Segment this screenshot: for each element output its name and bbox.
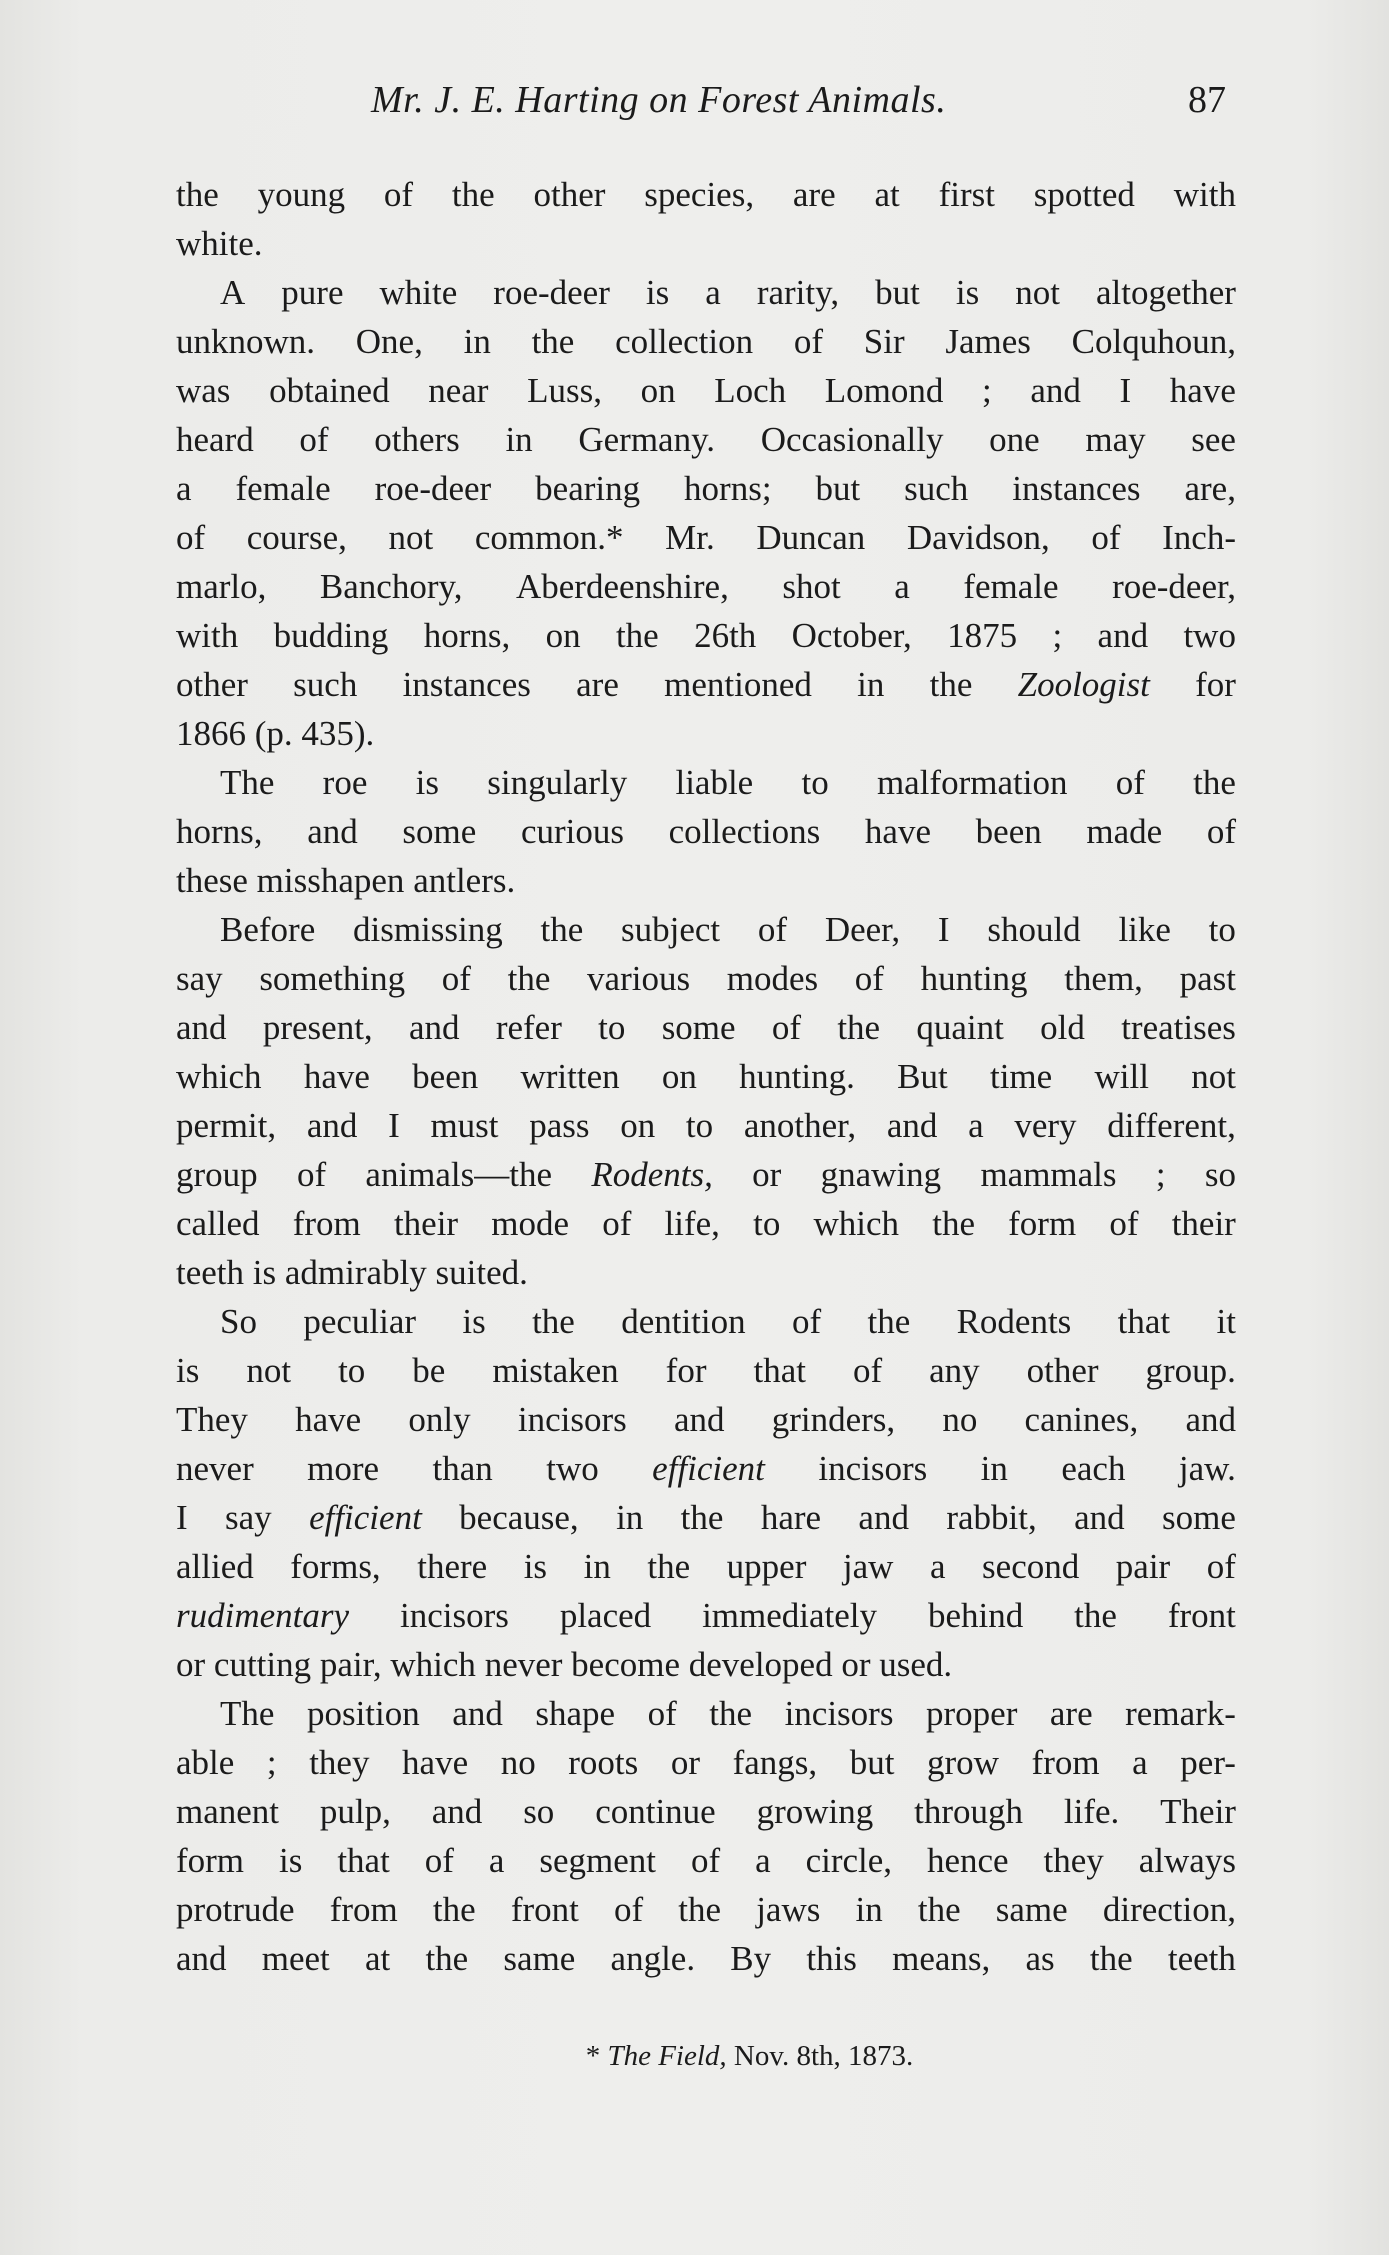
footnote: [0, 2040, 1389, 2073]
body-text: [176, 170, 1236, 1983]
text-line: manent pulp, and so continue growing through life. Their: [176, 1792, 1236, 1831]
page-header: [176, 78, 1226, 138]
text-line: called from their mode of life, to which the form of their: [176, 1204, 1236, 1243]
text-line: a female roe-deer bearing horns; but such instances are,: [176, 469, 1236, 508]
page-number: 87: [1188, 79, 1226, 121]
footnote-date: Nov. 8th, 1873.: [733, 2040, 914, 2072]
text-line: 1866 (p. 435).: [176, 714, 375, 753]
text-line: unknown. One, in the collection of Sir James Colquhoun,: [176, 322, 1236, 361]
text-line: never more than two efficient incisors in each jaw.: [176, 1449, 1236, 1488]
text-line: which have been written on hunting. But time will not: [176, 1057, 1236, 1096]
text-line: is not to be mistaken for that of any other group.: [176, 1351, 1236, 1390]
footnote-source: The Field,: [607, 2040, 727, 2072]
text-line: protrude from the front of the jaws in the same direction,: [176, 1890, 1236, 1929]
text-line: allied forms, there is in the upper jaw a second pair of: [176, 1547, 1236, 1586]
text-line: The roe is singularly liable to malformation of the: [220, 763, 1236, 802]
text-line: these misshapen antlers.: [176, 861, 516, 900]
footnote-marker: *: [585, 2040, 601, 2072]
text-line: permit, and I must pass on to another, and a very different,: [176, 1106, 1236, 1145]
text-line: teeth is admirably suited.: [176, 1253, 528, 1292]
text-line: or cutting pair, which never become developed or used.: [176, 1645, 953, 1684]
text-line: was obtained near Luss, on Loch Lomond ; and I have: [176, 371, 1236, 410]
text-line: They have only incisors and grinders, no canines, and: [176, 1400, 1236, 1439]
text-line: group of animals—the Rodents, or gnawing mammals ; so: [176, 1155, 1236, 1194]
text-line: able ; they have no roots or fangs, but grow from a per-: [176, 1743, 1236, 1782]
text-line: other such instances are mentioned in the Zoologist for: [176, 665, 1236, 704]
text-line: I say efficient because, in the hare and rabbit, and some: [176, 1498, 1236, 1537]
text-line: heard of others in Germany. Occasionally one may see: [176, 420, 1236, 459]
text-line: A pure white roe-deer is a rarity, but is not altogether: [220, 273, 1236, 312]
text-line: rudimentary incisors placed immediately behind the front: [176, 1596, 1236, 1635]
text-line: horns, and some curious collections have been made of: [176, 812, 1236, 851]
text-line: marlo, Banchory, Aberdeenshire, shot a female roe-deer,: [176, 567, 1236, 606]
text-line: So peculiar is the dentition of the Rodents that it: [220, 1302, 1236, 1341]
text-line: form is that of a segment of a circle, hence they always: [176, 1841, 1236, 1880]
text-line: the young of the other species, are at first spotted with: [176, 175, 1236, 214]
text-line: of course, not common.* Mr. Duncan Davidson, of Inch-: [176, 518, 1236, 557]
text-line: and present, and refer to some of the quaint old treatises: [176, 1008, 1236, 1047]
text-line: and meet at the same angle. By this means, as the teeth: [176, 1939, 1236, 1978]
text-line: Before dismissing the subject of Deer, I should like to: [220, 910, 1236, 949]
text-line: white.: [176, 224, 263, 263]
text-line: say something of the various modes of hunting them, past: [176, 959, 1236, 998]
text-line: The position and shape of the incisors proper are remark-: [220, 1694, 1236, 1733]
running-title: Mr. J. E. Harting on Forest Animals.: [371, 79, 947, 121]
text-line: with budding horns, on the 26th October, 1875 ; and two: [176, 616, 1236, 655]
